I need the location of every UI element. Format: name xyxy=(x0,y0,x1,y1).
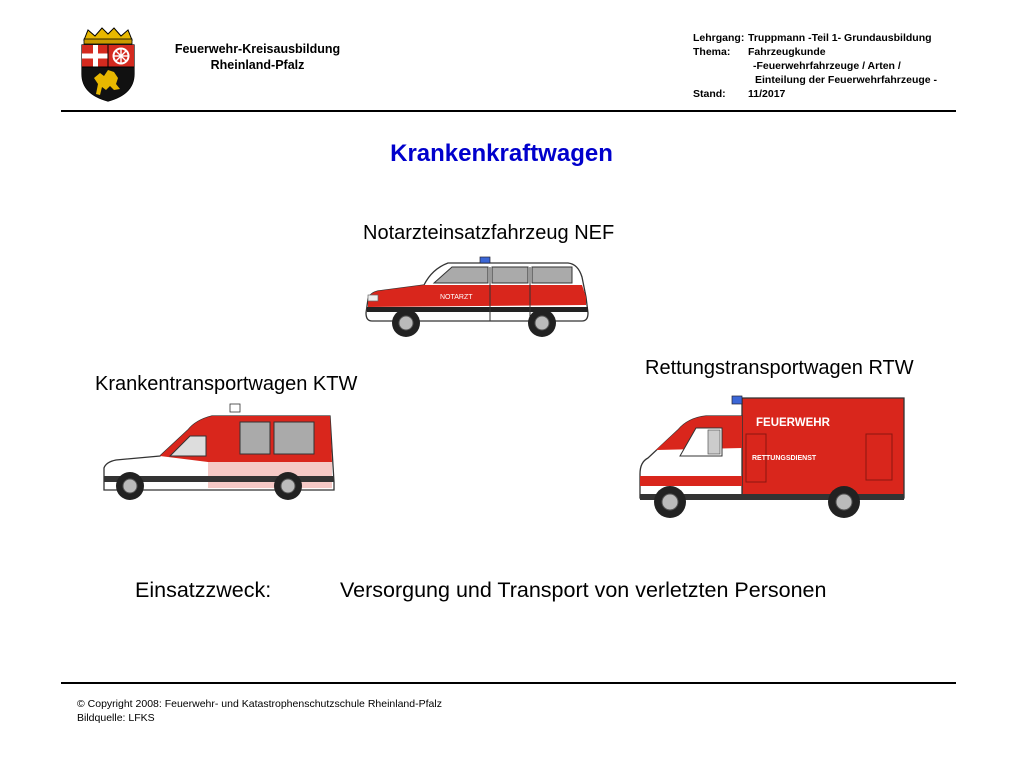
org-line2: Rheinland-Pfalz xyxy=(210,58,305,72)
image-source-text: Bildquelle: LFKS xyxy=(77,712,155,724)
topic-line2: -Feuerwehrfahrzeuge / Arten / xyxy=(753,60,901,72)
nef-caption: Notarzteinsatzfahrzeug NEF xyxy=(363,222,615,244)
page-title: Krankenkraftwagen xyxy=(390,140,613,167)
header-divider xyxy=(61,110,956,112)
purpose-label: Einsatzzweck: xyxy=(135,578,272,602)
nef-door-label: NOTARZT xyxy=(440,294,473,301)
rtw-vehicle-image xyxy=(636,394,908,524)
status-key: Stand: xyxy=(693,88,726,100)
topic-value: Fahrzeugkunde xyxy=(748,46,826,58)
ktw-vehicle-image xyxy=(100,402,342,504)
course-key: Lehrgang: xyxy=(693,32,745,44)
rtw-text-feuerwehr: FEUERWEHR xyxy=(756,417,830,429)
topic-line3: Einteilung der Feuerwehrfahrzeuge - xyxy=(755,74,938,86)
rtw-text-rettungsdienst: RETTUNGSDIENST xyxy=(752,455,817,462)
course-value: Truppmann -Teil 1- Grundausbildung xyxy=(748,32,932,44)
organization-name xyxy=(150,41,365,73)
course-info xyxy=(693,31,993,101)
org-line1: Feuerwehr-Kreisausbildung xyxy=(174,42,341,56)
nef-vehicle-image xyxy=(362,255,594,339)
purpose-text: Versorgung und Transport von verletzten Personen xyxy=(340,578,827,602)
status-value: 11/2017 xyxy=(748,88,786,100)
coat-of-arms-logo xyxy=(78,26,138,102)
rtw-caption: Rettungstransportwagen RTW xyxy=(645,357,914,379)
copyright-text: © Copyright 2008: Feuerwehr- und Katastrophenschutzschule Rheinland-Pfalz xyxy=(77,698,442,710)
ktw-caption: Krankentransportwagen KTW xyxy=(95,373,358,395)
topic-key: Thema: xyxy=(693,46,731,58)
footer-divider xyxy=(61,682,956,684)
footer xyxy=(77,697,442,725)
